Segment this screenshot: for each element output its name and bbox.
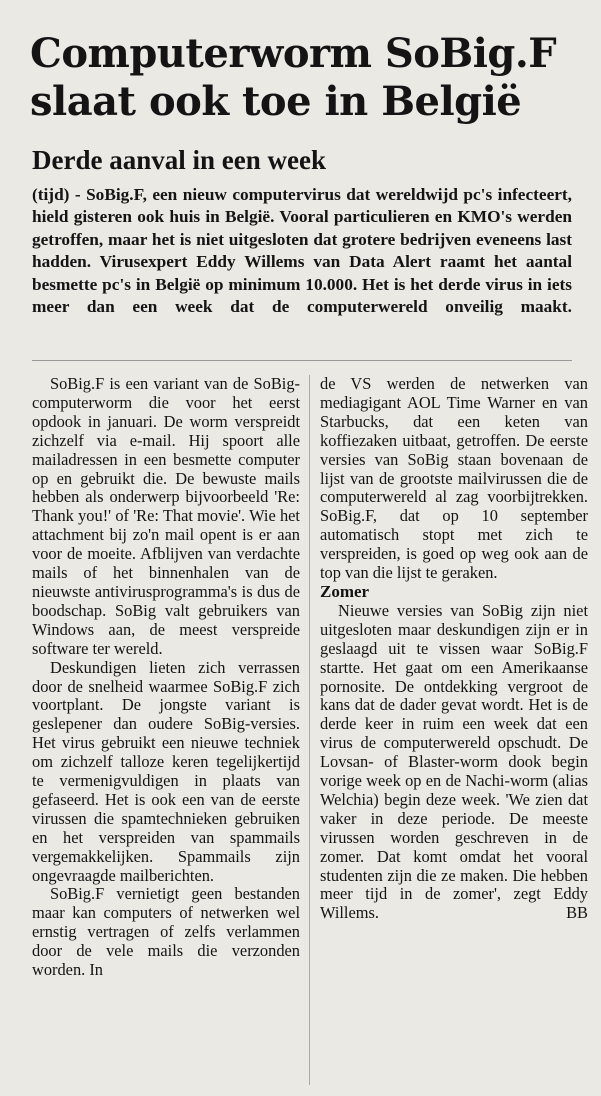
- section-subhead: Zomer: [320, 581, 370, 601]
- column-left: [32, 375, 300, 980]
- body-paragraph: SoBig.F is een variant van de SoBig-computerworm die voor het eerst opdook in januari. De worm verspreidt zichzelf via e-mail. Hij spoort alle mailadressen in een besmette computer op en gebruikt die. De bewuste mails hebben als onderwerp bijvoorbeeld 'Re: Thank you!' of 'Re: That movie'. Wie het attachment bij zo'n mail opent is er aan voor de moeite. Afblijven van verdachte mails of het binnenhalen van de nieuwste antivirusprogramma's is dus de boodschap. SoBig valt gebruikers van Windows aan, de meest verspreide software ter wereld.: [32, 374, 300, 658]
- author-signature: BB: [566, 903, 588, 923]
- body-paragraph: de VS werden de netwerken van mediagigant AOL Time Warner en van Starbucks, dat een keten van koffiezaken uitbaat, getroffen. De eerste versies van SoBig staan bovenaan de lijst van de grootste mailvirussen die de computerwereld al zag voorbijtrekken. SoBig.F, dat op 10 september automatisch stopt met zich te verspreiden, is goed op weg ook aan de top van die lijst te geraken.: [320, 374, 588, 583]
- column-divider: [309, 375, 310, 1085]
- headline-line-2: slaat ook toe in België: [30, 78, 522, 125]
- body-paragraph: SoBig.F vernietigt geen bestanden maar kan computers of netwerken wel ernstig vertragen of zelfs verlammen door de vele mails die verzonden worden. In: [32, 884, 300, 980]
- subtitle: Derde aanval in een week: [32, 145, 326, 175]
- body-paragraph: Deskundigen lieten zich verrassen door de snelheid waarmee SoBig.F zich voortplant. De jongste variant is geslepener dan oudere SoBig-versies. Het virus gebruikt een nieuwe techniek om zichzelf talloze keren tegelijkertijd te vermenigvuldigen in plaats van gefaseerd. Het is ook een van de eerste virussen die spamtechnieken gebruiken en het verspreiden van spammails vergemakkelijken. Spammails zijn ongevraagde mailberichten.: [32, 657, 300, 885]
- lead-divider: [32, 360, 572, 361]
- body-paragraph: [320, 602, 588, 923]
- column-right: [320, 375, 588, 923]
- headline: [30, 30, 590, 126]
- lead-paragraph: (tijd) - SoBig.F, een nieuw computervirus dat wereldwijd pc's infecteert, hield gisteren ook huis in België. Vooral particulieren en KMO's werden getroffen, maar het is niet uitgesloten dat grotere bedrijven eveneens last hadden. Virusexpert Eddy Willems van Data Alert raamt het aantal besmette pc's in België op minimum 10.000. Het is het derde virus in iets meer dan een week dat de computerwereld onveilig maakt.: [32, 185, 572, 317]
- headline-line-1: Computerworm SoBig.F: [30, 30, 557, 77]
- body-paragraph-text: Nieuwe versies van SoBig zijn niet uitgesloten maar deskundigen zijn er in geslaagd uit te vissen waar SoBig.F startte. Het gaat om een Amerikaanse pornosite. De ontdekking vergroot de kans dat de dader gevat wordt. Het is de derde keer in ruim een week dat een virus de computerwereld opschudt. De Lovsan- of Blaster-worm dook begin vorige week op en de Nachi-worm (alias Welchia) begin deze week. 'We zien dat vaker in deze periode. De meeste virussen worden geschreven in de zomer. Dat komt omdat het vooral studenten zijn die ze maken. Die hebben meer tijd in de zomer', zegt Eddy Willems.: [320, 600, 588, 923]
